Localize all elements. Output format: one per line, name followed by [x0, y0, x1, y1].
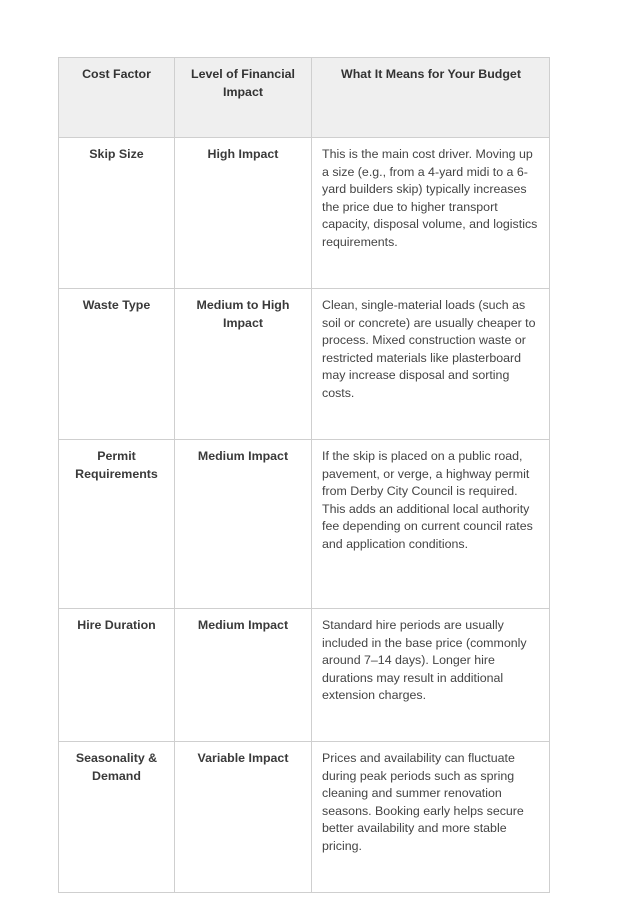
budget-meaning-cell: Prices and availability can fluctuate during peak periods such as spring cleaning and summer renovation seasons. Booking early helps secure better availability and more stable pricing. [312, 742, 550, 892]
header-financial-impact: Level of Financial Impact [175, 58, 312, 137]
cost-factor-cell: Seasonality & Demand [59, 742, 175, 892]
table-row [59, 609, 550, 742]
cost-factor-table [58, 57, 550, 893]
cost-factor-cell: Permit Requirements [59, 440, 175, 608]
budget-meaning-cell: Standard hire periods are usually included in the base price (commonly around 7–14 days). Longer hire durations may result in additional extension charges. [312, 609, 550, 741]
impact-level-cell: Medium to High Impact [175, 289, 312, 439]
header-cost-factor: Cost Factor [59, 58, 175, 137]
table-row [59, 138, 550, 289]
cost-factor-cell: Hire Duration [59, 609, 175, 741]
cost-factor-cell: Waste Type [59, 289, 175, 439]
impact-level-cell: Medium Impact [175, 440, 312, 608]
table-row [59, 289, 550, 440]
budget-meaning-cell: This is the main cost driver. Moving up a size (e.g., from a 4-yard midi to a 6-yard builders skip) typically increases the price due to higher transport capacity, disposal volume, and logistics requirements. [312, 138, 550, 288]
table-row [59, 440, 550, 609]
impact-level-cell: Medium Impact [175, 609, 312, 741]
cost-factor-cell: Skip Size [59, 138, 175, 288]
budget-meaning-cell: If the skip is placed on a public road, pavement, or verge, a highway permit from Derby City Council is required. This adds an additional local authority fee depending on current council rates and application conditions. [312, 440, 550, 608]
impact-level-cell: Variable Impact [175, 742, 312, 892]
table-row [59, 742, 550, 893]
budget-meaning-cell: Clean, single-material loads (such as soil or concrete) are usually cheaper to process. Mixed construction waste or restricted materials like plasterboard may increase disposal and sorting costs. [312, 289, 550, 439]
table-header-row [59, 58, 550, 138]
impact-level-cell: High Impact [175, 138, 312, 288]
header-budget-meaning: What It Means for Your Budget [312, 58, 550, 137]
